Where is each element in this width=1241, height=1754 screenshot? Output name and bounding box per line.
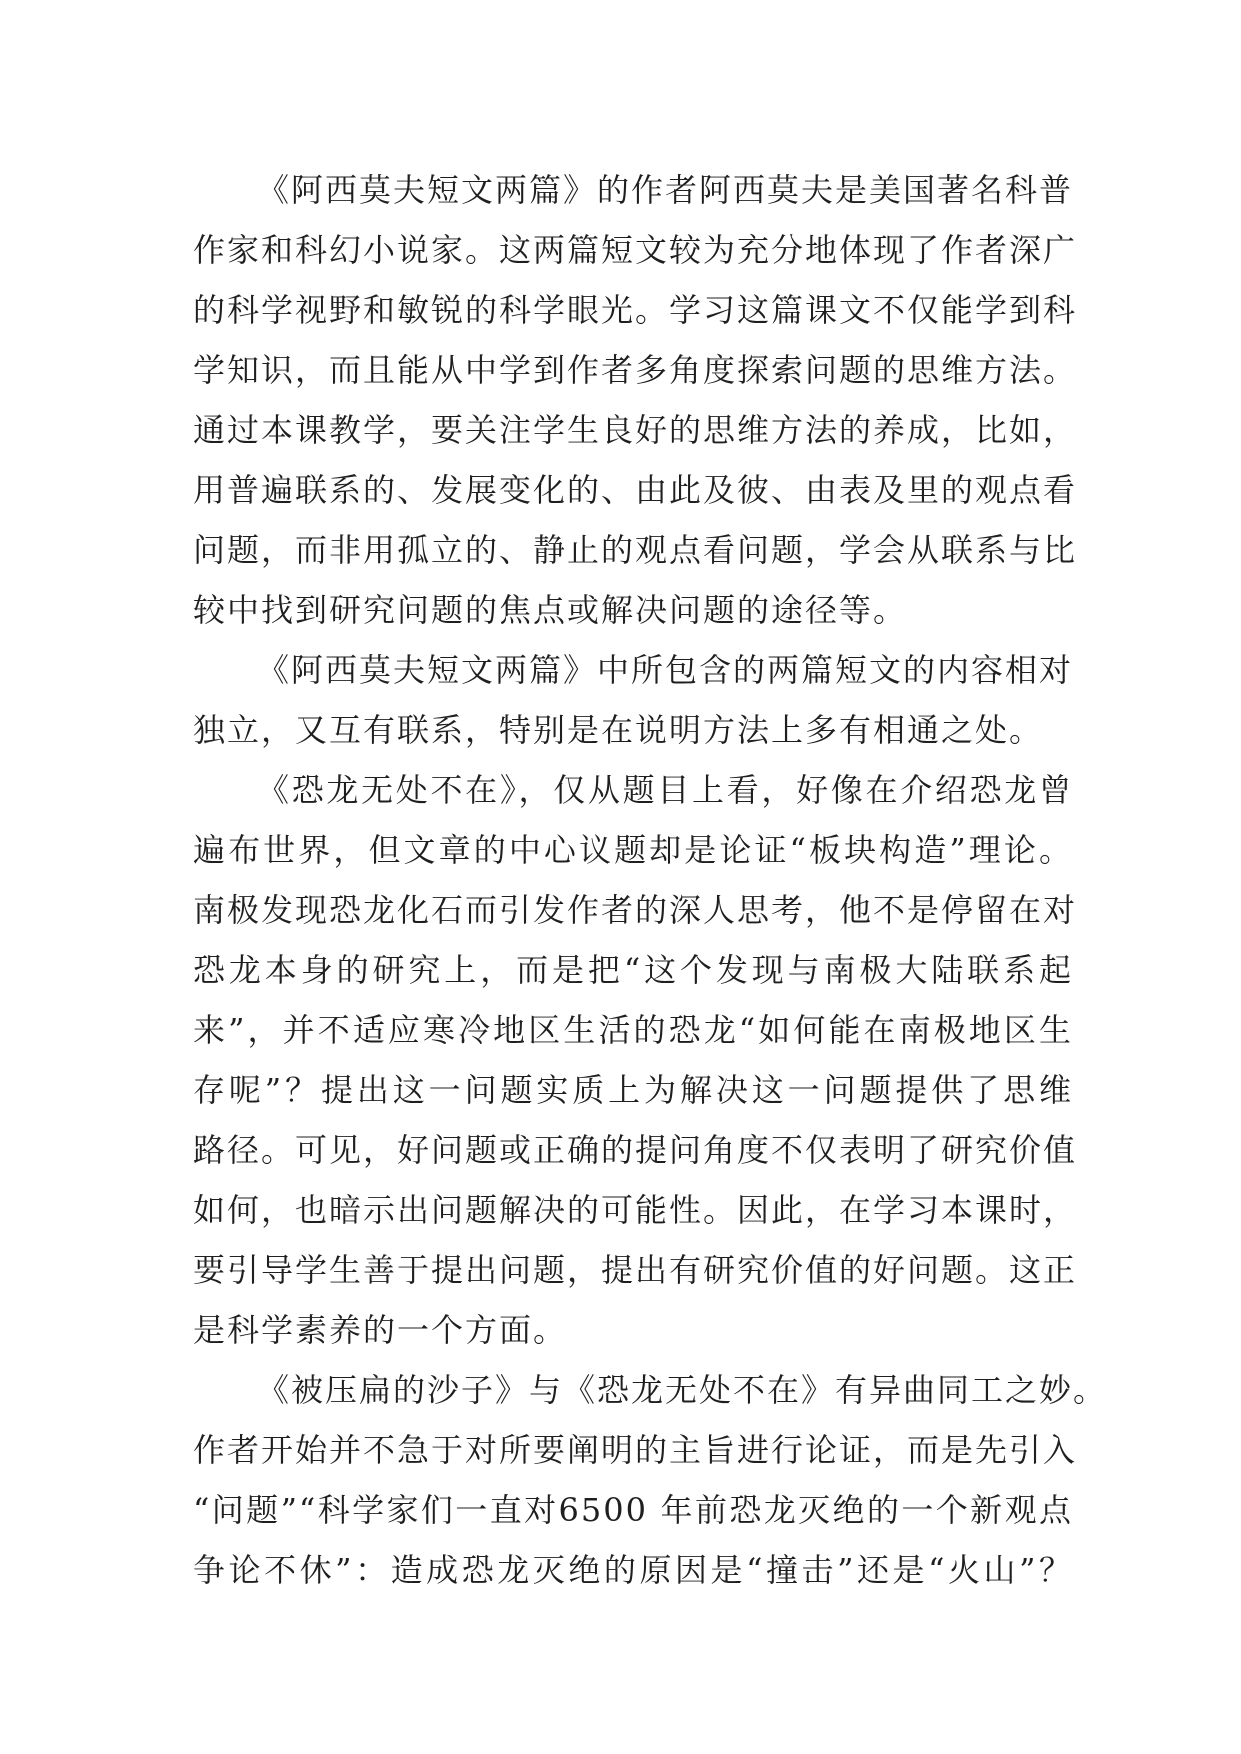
text-line: 遍布世界，但文章的中心议题却是论证“板块构造”理论。 xyxy=(193,831,1073,869)
text-line: 学知识，而且能从中学到作者多角度探索问题的思维方法。 xyxy=(193,351,1078,389)
text-line: “问题”“科学家们一直对6500 年前恐龙灭绝的一个新观点 xyxy=(193,1491,1073,1529)
text-line: 南极发现恐龙化石而引发作者的深人思考，他不是停留在对 xyxy=(193,891,1078,929)
text-line: 的科学视野和敏锐的科学眼光。学习这篇课文不仅能学到科 xyxy=(193,291,1078,329)
text-line: 来”，并不适应寒冷地区生活的恐龙“如何能在南极地区生 xyxy=(193,1011,1073,1049)
paragraph-2 xyxy=(193,640,1073,760)
text-line: 要引导学生善于提出问题，提出有研究价值的好问题。这正 xyxy=(193,1251,1078,1289)
paragraph-1 xyxy=(193,160,1078,640)
text-line: 较中找到研究问题的焦点或解决问题的途径等。 xyxy=(193,591,908,629)
paragraph-4 xyxy=(193,1360,1108,1600)
text-line: 《被压扁的沙子》与《恐龙无处不在》有异曲同工之妙。 xyxy=(257,1371,1108,1409)
text-line: 恐龙本身的研究上，而是把“这个发现与南极大陆联系起 xyxy=(193,951,1073,989)
text-line: 《阿西莫夫短文两篇》中所包含的两篇短文的内容相对 xyxy=(257,651,1074,689)
text-line: 《阿西莫夫短文两篇》的作者阿西莫夫是美国著名科普 xyxy=(257,171,1074,209)
text-line: 路径。可见，好问题或正确的提问角度不仅表明了研究价值 xyxy=(193,1131,1078,1169)
text-line: 存呢”？提出这一问题实质上为解决这一问题提供了思维 xyxy=(193,1071,1073,1109)
text-line: 问题，而非用孤立的、静止的观点看问题，学会从联系与比 xyxy=(193,531,1078,569)
text-line: 独立，又互有联系，特别是在说明方法上多有相通之处。 xyxy=(193,711,1044,749)
text-line: 是科学素养的一个方面。 xyxy=(193,1311,568,1349)
text-line: 《恐龙无处不在》，仅从题目上看，好像在介绍恐龙曾 xyxy=(257,771,1073,809)
text-line: 通过本课教学，要关注学生良好的思维方法的养成，比如， xyxy=(193,411,1078,449)
document-body xyxy=(193,160,1108,1600)
text-line: 作者开始并不急于对所要阐明的主旨进行论证，而是先引入 xyxy=(193,1431,1078,1469)
text-line: 如何，也暗示出问题解决的可能性。因此，在学习本课时， xyxy=(193,1191,1078,1229)
text-line: 作家和科幻小说家。这两篇短文较为充分地体现了作者深广 xyxy=(193,231,1078,269)
paragraph-3 xyxy=(193,760,1078,1360)
text-line: 争论不休”：造成恐龙灭绝的原因是“撞击”还是“火山”？ xyxy=(193,1551,1073,1589)
text-line: 用普遍联系的、发展变化的、由此及彼、由表及里的观点看 xyxy=(193,471,1078,509)
